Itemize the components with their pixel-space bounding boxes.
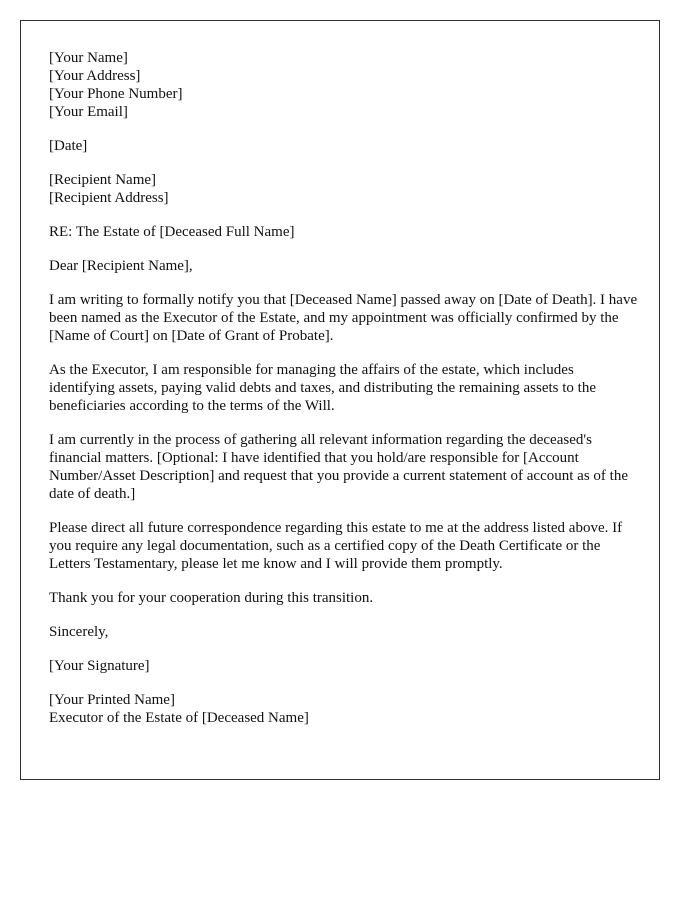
subject-line bbox=[49, 223, 639, 241]
printed-name: [Your Printed Name] bbox=[49, 692, 175, 708]
letter-page bbox=[20, 20, 660, 780]
letter-body bbox=[49, 49, 639, 727]
salutation: Dear [Recipient Name], bbox=[49, 258, 193, 274]
sender-address: [Your Address] bbox=[49, 68, 141, 84]
sender-phone: [Your Phone Number] bbox=[49, 86, 183, 102]
recipient-block bbox=[49, 171, 639, 207]
paragraph-executor-duties: As the Executor, I am responsible for managing the affairs of the estate, which includes identifying assets, paying valid debts and taxes, and distributing the remaining assets to the beneficiaries according to the terms of the Will. bbox=[49, 362, 596, 414]
sender-email: [Your Email] bbox=[49, 104, 128, 120]
paragraph-thanks: Thank you for your cooperation during this transition. bbox=[49, 590, 374, 606]
closing: Sincerely, bbox=[49, 624, 109, 640]
recipient-name: [Recipient Name] bbox=[49, 172, 157, 188]
sender-block bbox=[49, 49, 639, 121]
salutation-block bbox=[49, 257, 639, 275]
executor-title: Executor of the Estate of [Deceased Name] bbox=[49, 710, 309, 726]
paragraph-notification: I am writing to formally notify you that [Deceased Name] passed away on [Date of Death]. I have been named as the Executor of the Estate, and my appointment was officially confirmed by the [Name of Court] on [Date of Grant of Probate]. bbox=[49, 292, 638, 344]
closing-block bbox=[49, 623, 639, 641]
subject-text: RE: The Estate of [Deceased Full Name] bbox=[49, 224, 295, 240]
signature-placeholder: [Your Signature] bbox=[49, 658, 150, 674]
letter-date: [Date] bbox=[49, 138, 88, 154]
date-block bbox=[49, 137, 639, 155]
paragraph-information-request: I am currently in the process of gathering all relevant information regarding the deceased's financial matters. [Optional: I have identified that you hold/are responsible for [Account Number/Asset Description] and request that you provide a current statement of account as of the date of death.] bbox=[49, 432, 628, 502]
sender-name: [Your Name] bbox=[49, 50, 128, 66]
signature-block bbox=[49, 657, 639, 675]
signoff-block bbox=[49, 691, 639, 727]
paragraph-correspondence: Please direct all future correspondence regarding this estate to me at the address listed above. If you require any legal documentation, such as a certified copy of the Death Certificate or the Letters Testamentary, please let me know and I will provide them promptly. bbox=[49, 520, 623, 572]
recipient-address: [Recipient Address] bbox=[49, 190, 169, 206]
